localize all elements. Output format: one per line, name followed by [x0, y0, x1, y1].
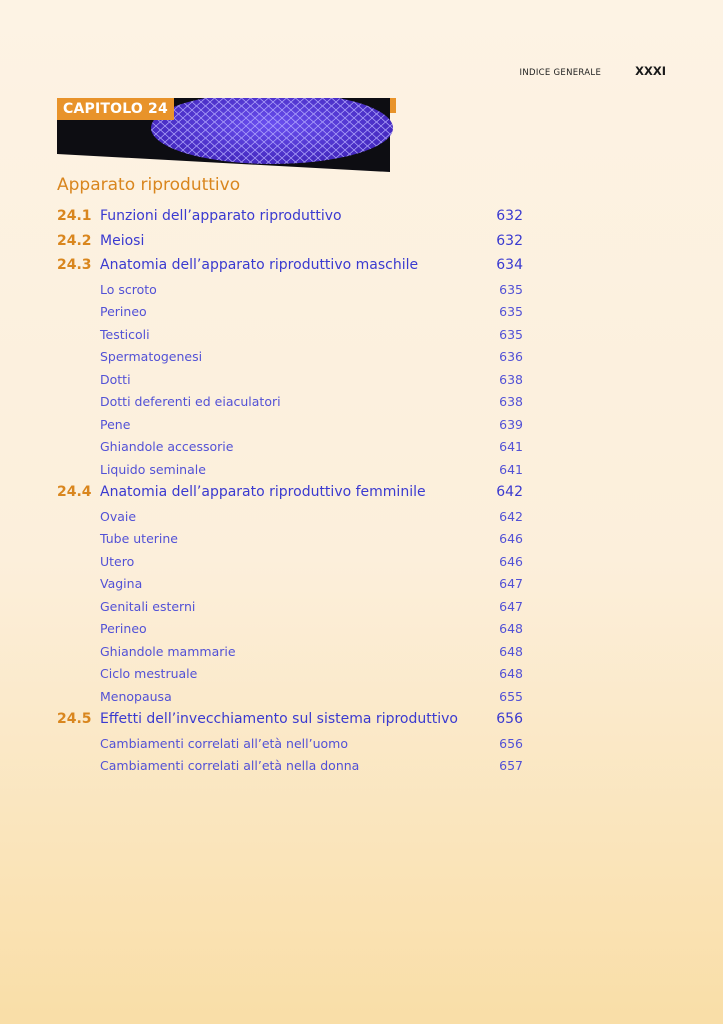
toc-section-row[interactable] — [57, 708, 523, 733]
toc-entry-title: Meiosi — [100, 232, 145, 249]
page-number: XXXI — [635, 64, 666, 78]
toc-subsection-row[interactable] — [57, 391, 523, 414]
toc-entry-title: Dotti deferenti ed eiaculatori — [100, 394, 281, 409]
toc-page-number: 646 — [499, 553, 523, 569]
toc-section-number: 24.4 — [57, 484, 92, 500]
toc-entry-title: Ghiandole accessorie — [100, 439, 234, 454]
toc-entry-title: Ghiandole mammarie — [100, 643, 236, 659]
toc-page-number: 632 — [496, 208, 523, 224]
toc-entry-title: Ovaie — [100, 508, 137, 524]
toc-subsection-row[interactable] — [57, 369, 523, 392]
toc-subsection-row[interactable] — [57, 733, 523, 756]
toc-entry-title: Genitali esterni — [100, 598, 196, 614]
toc-section-row[interactable] — [57, 481, 523, 506]
toc-entry-title: Effetti dell’invecchiamento sul sistema riproduttivo — [100, 711, 458, 727]
toc-section-number: 24.1 — [57, 208, 92, 224]
toc-subsection-row[interactable] — [57, 663, 523, 686]
toc-page-number: 648 — [499, 621, 523, 636]
toc-page-number: 642 — [496, 484, 523, 500]
running-header — [520, 64, 666, 78]
table-of-contents — [57, 205, 523, 778]
toc-subsection-row[interactable] — [57, 279, 523, 302]
toc-subsection-row[interactable] — [57, 618, 523, 641]
toc-subsection-row[interactable] — [57, 301, 523, 324]
toc-entry-title: Perineo — [100, 304, 147, 319]
toc-subsection-row[interactable] — [57, 641, 523, 664]
chapter-title: Apparato riproduttivo — [57, 175, 241, 195]
toc-section-row[interactable] — [57, 254, 523, 279]
toc-entry-title: Pene — [100, 416, 131, 432]
toc-entry-title: Menopausa — [100, 688, 172, 704]
toc-entry-title: Tube uterine — [100, 531, 178, 546]
toc-page-number: 646 — [499, 531, 523, 546]
toc-subsection-row[interactable] — [57, 755, 523, 778]
toc-entry-title: Utero — [100, 553, 135, 569]
toc-page-number: 656 — [496, 711, 523, 727]
toc-page-number: 655 — [499, 688, 523, 704]
toc-section-number: 24.2 — [57, 232, 92, 249]
running-header-section: INDICE GENERALE — [519, 68, 602, 78]
toc-entry-title: Anatomia dell’apparato riproduttivo maschile — [100, 257, 419, 273]
toc-page-number: 638 — [499, 371, 523, 387]
toc-page-number: 634 — [496, 257, 523, 273]
toc-subsection-row[interactable] — [57, 324, 523, 347]
toc-entry-title: Cambiamenti correlati all’età nella donna — [100, 758, 360, 773]
toc-entry-title: Anatomia dell’apparato riproduttivo femminile — [100, 484, 426, 500]
toc-page-number: 636 — [499, 349, 523, 364]
toc-section-row[interactable] — [57, 205, 523, 230]
toc-page-number: 641 — [499, 439, 523, 454]
toc-entry-title: Vagina — [100, 576, 143, 591]
toc-entry-title: Liquido seminale — [100, 461, 206, 477]
toc-entry-title: Cambiamenti correlati all’età nell’uomo — [100, 735, 348, 751]
toc-page-number: 647 — [499, 576, 523, 591]
toc-page-number: 641 — [499, 461, 523, 477]
chapter-label: CAPITOLO 24 — [57, 98, 174, 120]
toc-subsection-row[interactable] — [57, 459, 523, 482]
toc-subsection-row[interactable] — [57, 573, 523, 596]
toc-subsection-row[interactable] — [57, 596, 523, 619]
toc-page-number: 656 — [499, 735, 523, 751]
toc-page-number: 632 — [496, 232, 523, 249]
toc-entry-title: Testicoli — [100, 326, 150, 342]
toc-page-number: 642 — [499, 508, 523, 524]
toc-subsection-row[interactable] — [57, 414, 523, 437]
toc-entry-title: Funzioni dell’apparato riproduttivo — [100, 208, 342, 224]
toc-page-number: 635 — [499, 326, 523, 342]
toc-subsection-row[interactable] — [57, 686, 523, 709]
toc-entry-title: Dotti — [100, 371, 131, 387]
toc-section-row[interactable] — [57, 230, 523, 255]
toc-subsection-row[interactable] — [57, 346, 523, 369]
toc-subsection-row[interactable] — [57, 551, 523, 574]
toc-page-number: 639 — [499, 416, 523, 432]
toc-entry-title: Ciclo mestruale — [100, 666, 198, 681]
toc-page-number: 635 — [499, 281, 523, 297]
toc-entry-title: Lo scroto — [100, 281, 157, 297]
toc-page-number: 657 — [499, 758, 523, 773]
toc-entry-title: Perineo — [100, 621, 147, 636]
toc-page-number: 648 — [499, 643, 523, 659]
toc-page-number: 635 — [499, 304, 523, 319]
toc-page-number: 648 — [499, 666, 523, 681]
toc-page-number: 647 — [499, 598, 523, 614]
toc-entry-title: Spermatogenesi — [100, 349, 203, 364]
toc-subsection-row[interactable] — [57, 436, 523, 459]
toc-subsection-row[interactable] — [57, 506, 523, 529]
toc-section-number: 24.5 — [57, 711, 92, 727]
toc-subsection-row[interactable] — [57, 528, 523, 551]
toc-page-number: 638 — [499, 394, 523, 409]
toc-section-number: 24.3 — [57, 257, 92, 273]
chapter-banner — [57, 98, 396, 172]
